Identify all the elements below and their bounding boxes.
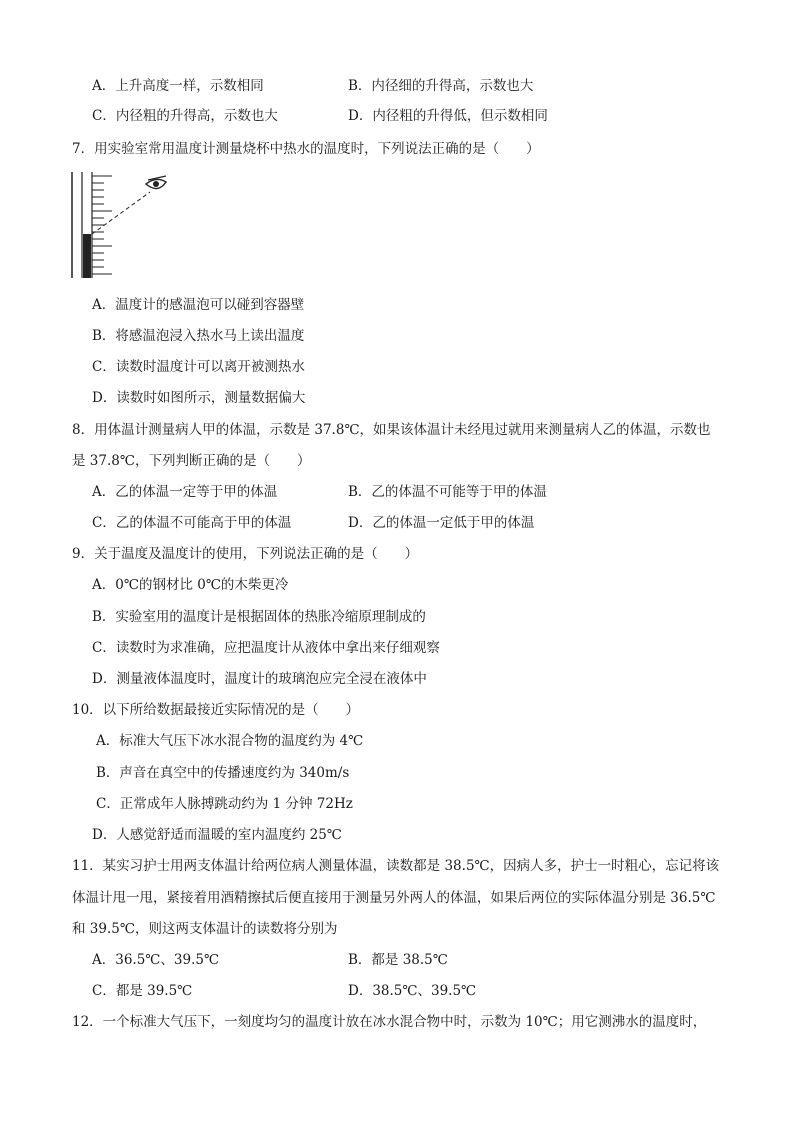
q7-option-a: A．温度计的感温泡可以碰到容器壁 <box>92 297 305 313</box>
q10-option-c: C．正常成年人脉搏跳动约为 1 分钟 72Hz <box>96 796 353 812</box>
q9-option-b: B．实验室用的温度计是根据固体的热胀冷缩原理制成的 <box>92 609 426 625</box>
sight-line <box>92 192 150 234</box>
q8-option-b: B．乙的体温不可能等于甲的体温 <box>348 484 547 500</box>
q11-stem-line-1: 11．某实习护士用两支体温计给两位病人测量体温，读数都是 38.5℃，因病人多，护士一时粗心，忘记将该 <box>72 858 720 874</box>
q11-option-c: C．都是 39.5℃ <box>92 983 193 999</box>
q9-option-c: C．读数时为求准确，应把温度计从液体中拿出来仔细观察 <box>92 640 440 656</box>
q11-option-d: D．38.5℃、39.5℃ <box>348 983 477 999</box>
q8-option-a: A．乙的体温一定等于甲的体温 <box>92 484 278 500</box>
q11-option-b: B．都是 38.5℃ <box>348 952 448 968</box>
q10-option-b: B．声音在真空中的传播速度约为 340m/s <box>96 765 350 781</box>
q11-option-a: A．36.5℃、39.5℃ <box>92 952 220 968</box>
eye-icon <box>146 176 166 189</box>
q8-stem-line-1: 8．用体温计测量病人甲的体温，示数是 37.8℃，如果该体温计未经甩过就用来测量病人乙的体温，示数也 <box>72 422 711 438</box>
q10-stem: 10．以下所给数据最接近实际情况的是（ ） <box>72 702 360 718</box>
thermometer-reading-figure <box>68 170 178 282</box>
q6-option-a: A．上升高度一样，示数相同 <box>92 78 264 94</box>
q6-option-c: C．内径粗的升得高，示数也大 <box>92 108 278 124</box>
q10-option-d: D．人感觉舒适而温暖的室内温度约 25℃ <box>92 827 342 843</box>
q10-option-a: A．标准大气压下冰水混合物的温度约为 4℃ <box>96 733 364 749</box>
liquid-column <box>83 234 91 278</box>
q9-option-d: D．测量液体温度时，温度计的玻璃泡应完全浸在液体中 <box>92 671 427 687</box>
scale-ticks <box>92 176 112 274</box>
q8-option-d: D．乙的体温一定低于甲的体温 <box>348 515 535 531</box>
q8-option-c: C．乙的体温不可能高于甲的体温 <box>92 515 292 531</box>
q9-stem: 9．关于温度及温度计的使用，下列说法正确的是（ ） <box>72 546 419 562</box>
q9-option-a: A．0℃的钢材比 0℃的木柴更冷 <box>92 577 289 593</box>
q11-stem-line-2: 体温计甩一甩，紧接着用酒精擦拭后便直接用于测量另外两人的体温，如果后两位的实际体温分别是 36.5℃ <box>72 890 716 906</box>
q12-stem-line-1: 12．一个标准大气压下，一刻度均匀的温度计放在冰水混合物中时，示数为 10℃；用它测沸水的温度时， <box>72 1014 707 1030</box>
q6-option-d: D．内径粗的升得低，但示数相同 <box>348 108 548 124</box>
q11-stem-line-3: 和 39.5℃，则这两支体温计的读数将分别为 <box>72 921 338 937</box>
q8-stem-line-2: 是 37.8℃，下列判断正确的是（ ） <box>72 453 311 469</box>
q6-option-b: B．内径细的升得高，示数也大 <box>348 78 534 94</box>
q7-option-b: B．将感温泡浸入热水马上读出温度 <box>92 328 305 344</box>
q7-option-d: D．读数时如图所示，测量数据偏大 <box>92 390 306 406</box>
q7-option-c: C．读数时温度计可以离开被测热水 <box>92 359 305 375</box>
q7-stem: 7．用实验室常用温度计测量烧杯中热水的温度时，下列说法正确的是（ ） <box>72 141 540 157</box>
